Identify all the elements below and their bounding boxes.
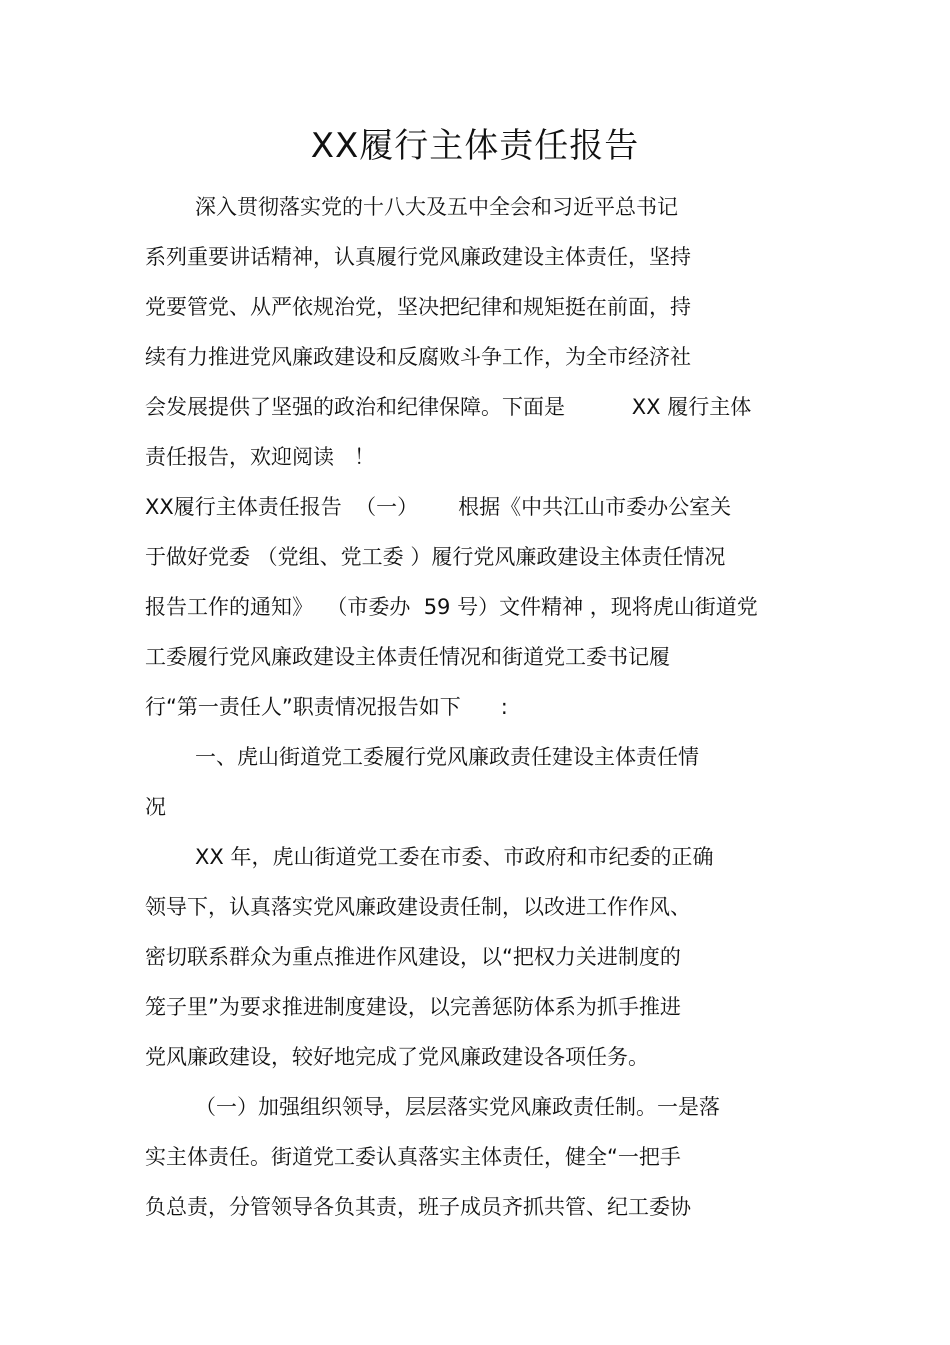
section-heading: 况 (145, 795, 166, 819)
text-line: 党要管党、从严依规治党，坚决把纪律和规矩挺在前面，持 (145, 295, 691, 319)
text-line: 续有力推进党风廉政建设和反腐败斗争工作，为全市经济社 (145, 345, 691, 369)
text-line: 于做好党委 （党组、党工委 ）履行党风廉政建设主体责任情况 (145, 545, 726, 569)
document-title: XX履行主体责任报告 (310, 126, 640, 166)
text-line: （一）加强组织领导，层层落实党风廉政责任制。一是落 (195, 1095, 720, 1119)
text-line: 行“第一责任人”职责情况报告如下 : (145, 695, 508, 719)
text-line: 实主体责任。街道党工委认真落实主体责任，健全“一把手 (145, 1145, 681, 1169)
text-line: 报告工作的通知》 （市委办 59 号）文件精神 ，现将虎山街道党 (145, 595, 758, 619)
text-line: 系列重要讲话精神，认真履行党风廉政建设主体责任，坚持 (145, 245, 691, 269)
text-line: 深入贯彻落实党的十八大及五中全会和习近平总书记 (195, 195, 678, 219)
text-line: 责任报告，欢迎阅读 ！ (145, 445, 376, 469)
text-line: 党风廉政建设，较好地完成了党风廉政建设各项任务。 (145, 1045, 649, 1069)
section-heading: 一、虎山街道党工委履行党风廉政责任建设主体责任情 (195, 745, 699, 769)
text-line: 密切联系群众为重点推进作风建设，以“把权力关进制度的 (145, 945, 681, 969)
text-line: 负总责，分管领导各负其责，班子成员齐抓共管、纪工委协 (145, 1195, 691, 1219)
text-line: 笼子里”为要求推进制度建设，以完善惩防体系为抓手推进 (145, 995, 681, 1019)
text-line: XX 年，虎山街道党工委在市委、市政府和市纪委的正确 (195, 845, 714, 869)
text-line: 会发展提供了坚强的政治和纪律保障。下面是 XX 履行主体 (145, 395, 752, 419)
text-line: 领导下，认真落实党风廉政建设责任制，以改进工作作风、 (145, 895, 691, 919)
text-line: XX履行主体责任报告 （一） 根据《中共江山市委办公室关 (145, 495, 732, 519)
text-line: 工委履行党风廉政建设主体责任情况和街道党工委书记履 (145, 645, 670, 669)
